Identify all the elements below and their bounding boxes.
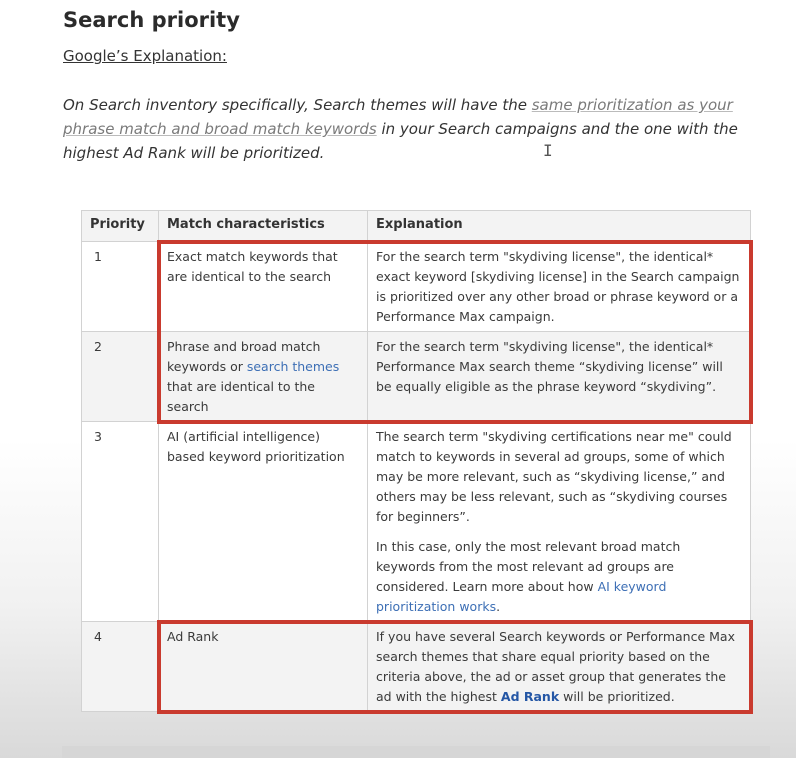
header-match-characteristics: Match characteristics <box>159 211 368 242</box>
page-title: Search priority <box>63 8 240 32</box>
search-themes-link[interactable]: search themes <box>246 359 340 374</box>
row-3-p2-before: In this case, only the most relevant broad match keywords from the most relevant ad groups are considered. Learn more about how <box>376 539 681 594</box>
header-explanation: Explanation <box>368 211 751 242</box>
row-2-explanation: For the search term "skydiving license", the identical* Performance Max search theme “skydiving license” will be equally eligible as the phrase keyword “skydiving”. <box>368 332 751 422</box>
row-4-priority: 4 <box>82 622 159 712</box>
text-cursor-icon: I <box>543 141 553 160</box>
row-1-priority: 1 <box>82 242 159 332</box>
row-4-match: Ad Rank <box>159 622 368 712</box>
table-row <box>82 622 751 712</box>
row-2-match-after: that are identical to the search <box>167 379 315 414</box>
row-3-explanation-p2 <box>376 537 742 617</box>
table-row <box>82 242 751 332</box>
ad-rank-link[interactable]: Ad Rank <box>500 689 560 704</box>
row-3-match: AI (artificial intelligence) based keyword prioritization <box>159 422 368 622</box>
prioritization-link[interactable]: same prioritization as your phrase match and broad match keywords <box>63 96 733 138</box>
row-3-p2-after: . <box>496 599 501 614</box>
row-2-match <box>159 332 368 422</box>
ai-keyword-prioritization-link[interactable]: AI keyword prioritization works <box>376 579 667 614</box>
intro-paragraph <box>63 93 773 165</box>
row-3-explanation-p1: The search term "skydiving certifications near me" could match to keywords in several ad groups, some of which may be more relevant, such as “skydiving license,” and others may be less relevant, such as “skydiving courses for beginners”. <box>376 429 732 524</box>
priority-table-screenshot <box>81 210 751 712</box>
row-2-priority: 2 <box>82 332 159 422</box>
row-4-expl-before: If you have several Search keywords or Performance Max search themes that share equal priority based on the criteria above, the ad or asset group that generates the ad with the highest <box>376 629 735 704</box>
table-row <box>82 422 751 622</box>
row-3-explanation <box>368 422 751 622</box>
row-2-match-before: Phrase and broad match keywords or <box>167 339 321 374</box>
row-4-explanation <box>368 622 751 712</box>
table-header-row <box>82 211 751 242</box>
google-explanation-link[interactable]: Google’s Explanation: <box>63 47 227 65</box>
row-4-expl-after: will be prioritized. <box>559 689 675 704</box>
row-1-match: Exact match keywords that are identical to the search <box>159 242 368 332</box>
row-1-explanation: For the search term "skydiving license", the identical* exact keyword [skydiving license] in the Search campaign is prioritized over any other broad or phrase keyword or a Performance Max campaign. <box>368 242 751 332</box>
row-3-priority: 3 <box>82 422 159 622</box>
intro-text-before: On Search inventory specifically, Search themes will have the <box>63 96 532 114</box>
header-priority: Priority <box>82 211 159 242</box>
table-row <box>82 332 751 422</box>
bottom-bar <box>62 746 770 758</box>
intro-text-after: in your Search campaigns and the one with the highest Ad Rank will be prioritized. <box>63 120 738 162</box>
priority-table <box>81 210 751 712</box>
